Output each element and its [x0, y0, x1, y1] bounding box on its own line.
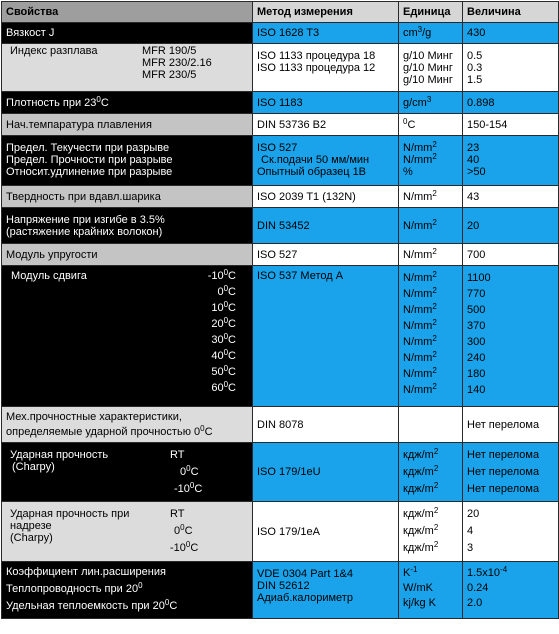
- temp-unit: C: [228, 350, 236, 362]
- thermal-method: Адиаб.калориметр: [257, 592, 353, 604]
- mfr-value: 0.3: [467, 62, 483, 74]
- unit-base: N/mm: [403, 384, 433, 396]
- unit-tail: C: [407, 118, 416, 131]
- tensile-method: Ск.подачи 50 мм/мин: [261, 154, 370, 166]
- mfr-sub-item: MFR 230/2.16: [142, 57, 212, 69]
- row-tensile: [2, 136, 559, 186]
- temp-unit: C: [194, 483, 203, 495]
- unit-base: K: [403, 567, 411, 579]
- unit-base: N/mm: [403, 272, 433, 284]
- unit-sup: 2: [433, 447, 439, 456]
- degree-sup: 0: [223, 364, 229, 373]
- shear-unit: [403, 352, 458, 368]
- impact-temp: [170, 466, 230, 483]
- unit-sup: 2: [432, 140, 437, 149]
- notched-method: ISO 179/1eA: [253, 502, 399, 562]
- thermal-method: DIN 52612: [257, 580, 310, 592]
- row-density: [2, 92, 559, 114]
- tensile-units: [399, 136, 463, 186]
- unit-sup: 2: [432, 270, 437, 279]
- degree-sup: 0: [189, 481, 195, 490]
- tensile-method: ISO 527: [257, 142, 298, 154]
- unit-sup: 3: [426, 94, 432, 104]
- unit-base: N/mm: [403, 368, 433, 380]
- temp-value: 40: [211, 350, 224, 362]
- shear-value: 240: [467, 352, 486, 364]
- unit-tail: /g: [422, 27, 432, 39]
- unit-base: N/mm: [403, 304, 433, 316]
- shear-value: 500: [467, 304, 486, 316]
- shear-value: 180: [467, 368, 486, 380]
- notched-values: [463, 502, 559, 562]
- notched-property: [2, 502, 253, 562]
- notched-labels: [10, 508, 170, 559]
- unit-base: кдж/m: [403, 525, 434, 537]
- impact-value: Нет перелома: [467, 449, 540, 461]
- hardness-method: ISO 2039 T1 (132N): [253, 186, 399, 208]
- mfr-units: [399, 44, 463, 92]
- unit-sup: -1: [410, 565, 418, 574]
- degree-sup: 0: [223, 380, 229, 389]
- temp-unit: C: [228, 318, 236, 330]
- melt-method: DIN 53736 B2: [253, 114, 399, 136]
- shear-value: 1100: [467, 272, 491, 284]
- degree-sup: 0: [223, 268, 229, 277]
- mfr-unit: g/10 Минг: [403, 74, 453, 86]
- thermal-methods: [253, 562, 399, 619]
- unit-base: кдж/m: [403, 483, 434, 495]
- degree-sup: 0: [164, 598, 170, 607]
- tensile-method: Опытный образец 1В: [257, 166, 367, 178]
- mfr-value: 1.5: [467, 74, 483, 86]
- unit-base: N/mm: [403, 219, 433, 232]
- impact-method: ISO 179/1eU: [253, 443, 399, 502]
- mfr-property: [2, 44, 253, 92]
- unit-sup: 2: [432, 302, 437, 311]
- unit-base: кдж/m: [403, 542, 434, 554]
- unit-base: N/mm: [403, 352, 433, 364]
- header-value: Величина: [463, 2, 559, 23]
- tensile-unit: [403, 166, 458, 178]
- bending-unit: [399, 208, 463, 244]
- impact-temps: [170, 449, 230, 500]
- impact-unit: [403, 466, 458, 483]
- degree-sup: 0: [223, 284, 229, 293]
- unit-sup: 2: [432, 350, 437, 359]
- shear-label: Модуль сдвига: [11, 270, 87, 282]
- value-base: 1.5x10: [467, 567, 501, 579]
- viscosity-property: Вязкост J: [2, 23, 253, 44]
- thermal-units: [399, 562, 463, 619]
- temp-unit: C: [190, 466, 199, 478]
- temp-unit: C: [228, 382, 236, 394]
- viscosity-unit: [399, 23, 463, 44]
- shear-value: 770: [467, 288, 486, 300]
- row-mech: [2, 407, 559, 443]
- mech-method: DIN 8078: [253, 407, 399, 443]
- thermal-method: VDE 0304 Part 1&4: [257, 568, 354, 580]
- thermal-label: Удельная теплоемкость при 20: [6, 600, 165, 612]
- notched-label: надрезе: [10, 520, 52, 532]
- temp-unit: C: [228, 366, 236, 378]
- notched-unit: [403, 508, 458, 525]
- unit-sup: 2: [433, 523, 439, 532]
- temp-value: -10: [174, 483, 190, 495]
- shear-units: [399, 266, 463, 407]
- modulus-unit: [399, 244, 463, 266]
- notched-unit: [403, 542, 458, 559]
- impact-label: (Charpy): [12, 461, 55, 473]
- temp-value: -10: [170, 542, 186, 554]
- notched-temp: [170, 542, 230, 559]
- mfr-sub-item: MFR 190/5: [142, 45, 197, 57]
- unit-sup: 2: [432, 217, 437, 227]
- shear-unit: [403, 320, 458, 336]
- thermal-value: 2.0: [467, 597, 483, 609]
- mfr-methods: [253, 44, 399, 92]
- unit-sup: 2: [432, 334, 437, 343]
- degree-sup: 0: [223, 300, 229, 309]
- temp-unit: C: [228, 334, 236, 346]
- temp-unit: C: [169, 600, 178, 612]
- impact-units: [399, 443, 463, 502]
- shear-property: [2, 266, 253, 407]
- tensile-values: [463, 136, 559, 186]
- impact-temp: [170, 483, 230, 500]
- shear-value: 140: [467, 384, 486, 396]
- row-notched: [2, 502, 559, 562]
- unit-sup: 2: [432, 366, 437, 375]
- temp-unit: C: [190, 542, 199, 554]
- unit-sup: 2: [433, 506, 439, 515]
- impact-value: Нет перелома: [467, 466, 540, 478]
- bending-properties: [2, 208, 253, 244]
- row-mfr: [2, 44, 559, 92]
- mech-label: определяемые ударной прочностью 0: [6, 425, 201, 438]
- unit-base: N/mm: [403, 190, 433, 203]
- tensile-unit: [403, 154, 458, 166]
- temp-value: 20: [211, 318, 224, 330]
- mfr-value: 0.5: [467, 50, 483, 62]
- unit-sup: 3: [417, 25, 423, 34]
- header-method: Метод измерения: [253, 2, 399, 23]
- shear-temp-list: [166, 270, 236, 398]
- temp-value: 30: [211, 334, 224, 346]
- impact-value: Нет перелома: [467, 483, 540, 495]
- row-thermal: [2, 562, 559, 619]
- density-label: Плотность при 23: [6, 96, 97, 109]
- degree-sup: 0: [180, 523, 185, 532]
- unit-base: кдж/m: [403, 449, 434, 461]
- mech-property: Мех.прочностные характеристики,: [6, 410, 182, 423]
- notched-temp: RT: [170, 508, 185, 520]
- temp-value: 10: [211, 302, 224, 314]
- shear-unit: [403, 304, 458, 320]
- tensile-unit: [403, 142, 458, 154]
- temp-value: 60: [211, 382, 224, 394]
- unit-sup: 2: [432, 318, 437, 327]
- shear-temp: [166, 382, 236, 398]
- tensile-methods: [253, 136, 399, 186]
- thermal-values: [463, 562, 559, 619]
- hardness-value: 43: [463, 186, 559, 208]
- header-unit: Единица: [399, 2, 463, 23]
- mech-unit: [399, 407, 463, 443]
- thermal-label: Теплопроводность при 20: [6, 583, 139, 595]
- temp-unit: C: [228, 302, 236, 314]
- modulus-property: Модуль упругости: [2, 244, 253, 266]
- degree-sup: 0: [200, 423, 205, 433]
- temp-unit: C: [228, 270, 236, 282]
- bending-value: 20: [463, 208, 559, 244]
- shear-value: 370: [467, 320, 486, 332]
- thermal-property: Коэффициент лин.расширения: [6, 566, 166, 578]
- value-sup: -4: [500, 565, 508, 574]
- shear-unit: [403, 368, 458, 384]
- unit-sup: 2: [432, 152, 437, 161]
- shear-unit: [403, 288, 458, 304]
- degree-sup: 0: [403, 116, 408, 126]
- row-melt: [2, 114, 559, 136]
- shear-unit: [403, 336, 458, 352]
- notched-value: 20: [467, 508, 480, 520]
- unit-base: N/mm: [403, 320, 433, 332]
- unit-sup: 2: [433, 464, 439, 473]
- degree-sup: 0: [223, 332, 229, 341]
- row-viscosity: [2, 23, 559, 44]
- mech-value: Нет перелома: [463, 407, 559, 443]
- unit-base: g/cm: [403, 96, 427, 109]
- temp-unit: C: [228, 286, 236, 298]
- row-hardness: [2, 186, 559, 208]
- row-shear: [2, 266, 559, 407]
- impact-unit: [403, 483, 458, 500]
- viscosity-value: 430: [463, 23, 559, 44]
- unit-sup: 2: [432, 286, 437, 295]
- hardness-unit: [399, 186, 463, 208]
- unit-base: кдж/m: [403, 466, 434, 478]
- shear-unit: [403, 272, 458, 288]
- unit-base: N/mm: [403, 336, 433, 348]
- temp-unit: C: [184, 525, 193, 537]
- shear-unit: [403, 384, 458, 400]
- bending-property: (растяжение крайних волокон): [6, 225, 163, 238]
- tensile-property: Относит.удлинение при разрыве: [6, 166, 173, 178]
- melt-unit: [399, 114, 463, 136]
- thermal-value: [467, 567, 554, 582]
- notched-label: (Charpy): [10, 532, 53, 544]
- degree-sup: 0: [96, 94, 101, 104]
- mech-property: [6, 425, 248, 440]
- temp-value: -10: [207, 270, 224, 282]
- tensile-value: >50: [467, 166, 486, 178]
- degree-sup: 0: [185, 540, 191, 549]
- temp-unit: C: [204, 425, 213, 438]
- density-label-tail: C: [100, 96, 109, 109]
- temp-value: 50: [211, 366, 224, 378]
- tensile-properties: [2, 136, 253, 186]
- hardness-property: Твердность при вдавл.шарика: [2, 186, 253, 208]
- notched-value: 3: [467, 542, 474, 554]
- row-impact: [2, 443, 559, 502]
- mech-properties: [2, 407, 253, 443]
- unit-sup: 2: [432, 246, 437, 256]
- impact-values: [463, 443, 559, 502]
- row-modulus: [2, 244, 559, 266]
- thermal-unit: [403, 567, 458, 582]
- temp-value: 0: [174, 525, 181, 537]
- density-property: [2, 92, 253, 114]
- viscosity-method: ISO 1628 T3: [253, 23, 399, 44]
- notched-units: [399, 502, 463, 562]
- density-value: 0.898: [463, 92, 559, 114]
- melt-property: Нач.темпаратура плавления: [2, 114, 253, 136]
- shear-method: ISO 537 Метод А: [253, 266, 399, 407]
- notched-unit: [403, 525, 458, 542]
- degree-sup: 0: [223, 348, 229, 357]
- mfr-sub-item: MFR 230/5: [142, 69, 197, 81]
- notched-temps: [170, 508, 230, 559]
- unit-base: кдж/m: [403, 508, 434, 520]
- shear-value: 300: [467, 336, 486, 348]
- mfr-method: ISO 1133 процедура 12: [257, 62, 376, 74]
- impact-unit: [403, 449, 458, 466]
- notched-value: 4: [467, 525, 474, 537]
- temp-value: 0: [180, 466, 187, 478]
- unit-base: %: [403, 166, 413, 178]
- thermal-value: 0.24: [467, 582, 489, 594]
- impact-label: Ударная прочность: [10, 449, 109, 461]
- properties-table: [1, 1, 559, 619]
- modulus-method: ISO 527: [253, 244, 399, 266]
- tensile-property: Предел. Текучести при разрыве: [6, 142, 170, 154]
- unit-sup: 2: [433, 540, 439, 549]
- impact-labels: [10, 449, 170, 500]
- tensile-value: 23: [467, 142, 480, 154]
- header-row: [2, 2, 559, 23]
- unit-sup: 2: [433, 481, 439, 490]
- notched-temp: [170, 525, 230, 542]
- bending-method: DIN 53452: [253, 208, 399, 244]
- mfr-unit: g/10 Минг: [403, 50, 453, 62]
- degree-sup: 0: [186, 464, 191, 473]
- unit-base: N/mm: [403, 248, 433, 261]
- degree-sup: 0: [138, 581, 143, 590]
- tensile-value: 40: [467, 154, 480, 166]
- impact-property: [2, 443, 253, 502]
- modulus-value: 700: [463, 244, 559, 266]
- header-property: Свойства: [2, 2, 253, 23]
- thermal-property: [6, 583, 248, 600]
- notched-label: Ударная прочность при: [10, 508, 130, 520]
- thermal-unit: W/mK: [403, 582, 433, 594]
- mfr-unit: g/10 Минг: [403, 62, 453, 74]
- melt-value: 150-154: [463, 114, 559, 136]
- unit-sup: 2: [432, 188, 437, 198]
- density-method: ISO 1183: [253, 92, 399, 114]
- mfr-values: [463, 44, 559, 92]
- mfr-sub-list: [142, 45, 253, 81]
- thermal-properties: [2, 562, 253, 619]
- row-bending: [2, 208, 559, 244]
- unit-base: cm: [403, 27, 418, 39]
- unit-base: N/mm: [403, 142, 433, 154]
- density-unit: [399, 92, 463, 114]
- degree-sup: 0: [223, 316, 229, 325]
- unit-base: N/mm: [403, 288, 433, 300]
- impact-temp: RT: [170, 449, 185, 461]
- bending-property: Напряжение при изгибе в 3.5%: [6, 213, 165, 226]
- mfr-method: ISO 1133 процедура 18: [257, 50, 376, 62]
- tensile-property: Предел. Прочности при разрыве: [6, 154, 173, 166]
- unit-base: N/mm: [403, 154, 433, 166]
- mfr-label: Индекс разплава: [10, 45, 98, 57]
- thermal-unit: kj/kg K: [403, 597, 437, 609]
- shear-values: [463, 266, 559, 407]
- unit-sup: 2: [432, 382, 437, 391]
- temp-value: 0: [217, 286, 224, 298]
- thermal-property: [6, 600, 248, 617]
